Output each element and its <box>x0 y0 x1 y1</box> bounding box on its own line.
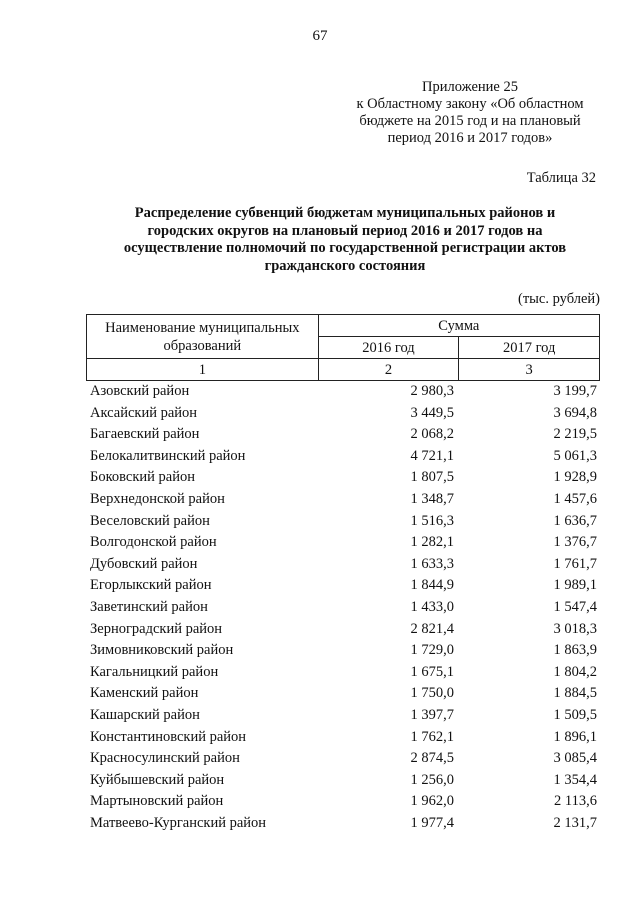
table-row <box>86 748 600 770</box>
amount-2017: 1 928,9 <box>553 469 597 486</box>
amount-2016: 2 874,5 <box>410 750 454 767</box>
header-sum: Сумма <box>318 315 599 337</box>
municipality-name: Каменский район <box>90 685 199 702</box>
amount-2016: 1 397,7 <box>410 706 454 723</box>
amount-2016: 1 516,3 <box>410 512 454 529</box>
amount-2017: 1 896,1 <box>553 728 597 745</box>
table-body <box>86 381 600 834</box>
municipality-name: Красносулинский район <box>90 750 240 767</box>
municipality-name: Багаевский район <box>90 426 200 443</box>
header-name-line1: Наименование муниципальных <box>105 319 300 336</box>
table-row <box>86 662 600 684</box>
amount-2016: 1 729,0 <box>410 642 454 659</box>
appendix-line: период 2016 и 2017 годов» <box>387 130 553 146</box>
amount-2017: 3 694,8 <box>553 404 597 421</box>
amount-2017: 1 884,5 <box>553 685 597 702</box>
table-row <box>86 597 600 619</box>
document-title <box>90 205 600 275</box>
header-year-2016: 2016 год <box>318 337 459 359</box>
amount-2017: 1 804,2 <box>553 663 597 680</box>
table-row <box>86 727 600 749</box>
column-number-3: 3 <box>459 359 600 381</box>
amount-2017: 1 761,7 <box>553 555 597 572</box>
table-row <box>86 467 600 489</box>
appendix-line: бюджете на 2015 год и на плановый <box>359 113 581 129</box>
title-line: осуществление полномочий по государственной регистрации актов <box>123 240 567 256</box>
amount-2017: 3 018,3 <box>553 620 597 637</box>
municipality-name: Азовский район <box>90 383 190 399</box>
amount-2016: 1 256,0 <box>410 771 454 788</box>
municipality-name: Волгодонской район <box>90 534 217 551</box>
table-row <box>86 532 600 554</box>
table-row <box>86 619 600 641</box>
amount-2016: 1 282,1 <box>410 534 454 551</box>
amount-2016: 2 821,4 <box>410 620 454 637</box>
amount-2016: 3 449,5 <box>410 404 454 421</box>
amount-2016: 4 721,1 <box>410 447 454 464</box>
amount-2017: 1 989,1 <box>553 577 597 594</box>
appendix-block <box>340 79 600 147</box>
municipality-name: Дубовский район <box>90 555 198 572</box>
municipality-name: Боковский район <box>90 469 195 486</box>
amount-2016: 1 433,0 <box>410 598 454 615</box>
amount-2016: 1 750,0 <box>410 685 454 702</box>
municipality-name: Веселовский район <box>90 512 210 529</box>
amount-2016: 1 633,3 <box>410 555 454 572</box>
amount-2017: 3 199,7 <box>553 383 597 399</box>
title-line: городских округов на плановый период 2016 и 2017 годов на <box>147 222 543 239</box>
table-row <box>86 705 600 727</box>
table-row <box>86 770 600 792</box>
table-row <box>86 381 600 403</box>
amount-2016: 1 348,7 <box>410 490 454 507</box>
municipality-name: Зерноградский район <box>90 620 223 637</box>
amount-2017: 3 085,4 <box>553 750 597 767</box>
amount-2016: 1 675,1 <box>410 663 454 680</box>
amount-2017: 1 457,6 <box>553 490 597 507</box>
amount-2016: 1 844,9 <box>410 577 454 594</box>
table-row <box>86 511 600 533</box>
table-label: Таблица 32 <box>526 170 596 186</box>
amount-2016: 1 762,1 <box>410 728 454 745</box>
municipality-name: Аксайский район <box>90 404 198 421</box>
municipality-name: Кашарский район <box>90 706 200 723</box>
table-row <box>86 489 600 511</box>
amount-2017: 2 113,6 <box>554 793 597 810</box>
amount-2016: 1 977,4 <box>410 814 454 831</box>
header-year-2017: 2017 год <box>459 337 600 359</box>
table-row <box>86 813 600 835</box>
amount-2016: 2 980,3 <box>410 383 454 399</box>
title-line: Распределение субвенций бюджетам муниципальных районов и <box>134 205 556 221</box>
amount-2016: 1 962,0 <box>410 793 454 810</box>
table-row <box>86 640 600 662</box>
amount-2017: 5 061,3 <box>553 447 597 464</box>
column-number-2: 2 <box>318 359 459 381</box>
table-row <box>86 403 600 425</box>
page-number: 67 <box>312 28 328 44</box>
municipality-name: Мартыновский район <box>90 793 224 810</box>
amount-2017: 1 863,9 <box>553 642 597 659</box>
amount-2017: 2 219,5 <box>553 426 597 443</box>
units-label: (тыс. рублей) <box>518 291 600 307</box>
amount-2017: 1 547,4 <box>553 598 597 615</box>
municipality-name: Верхнедонской район <box>90 490 225 507</box>
table-row <box>86 424 600 446</box>
appendix-line: Приложение 25 <box>422 79 518 95</box>
amount-2017: 1 354,4 <box>553 771 597 788</box>
table-row <box>86 791 600 813</box>
appendix-line: к Областному закону «Об областном <box>356 96 584 112</box>
amount-2016: 1 807,5 <box>410 469 454 486</box>
table-row <box>86 575 600 597</box>
title-line: гражданского состояния <box>264 257 426 274</box>
municipality-name: Куйбышевский район <box>90 771 225 788</box>
table-row <box>86 446 600 468</box>
table-row <box>86 683 600 705</box>
table-header <box>86 314 600 381</box>
municipality-name: Белокалитвинский район <box>90 447 246 464</box>
amount-2017: 2 131,7 <box>553 814 597 831</box>
municipality-name: Константиновский район <box>90 728 247 745</box>
amount-2017: 1 636,7 <box>553 512 597 529</box>
table-row <box>86 554 600 576</box>
amount-2017: 1 509,5 <box>553 706 597 723</box>
municipality-name: Егорлыкский район <box>90 577 212 594</box>
municipality-name: Зимовниковский район <box>90 642 234 659</box>
column-number-1: 1 <box>87 359 319 381</box>
amount-2016: 2 068,2 <box>410 426 454 443</box>
municipality-name: Кагальницкий район <box>90 663 219 680</box>
amount-2017: 1 376,7 <box>553 534 597 551</box>
header-name-line2: образований <box>163 337 242 354</box>
municipality-name: Матвеево-Курганский район <box>90 814 267 831</box>
header-name-cell <box>87 315 319 359</box>
municipality-name: Заветинский район <box>90 598 208 615</box>
